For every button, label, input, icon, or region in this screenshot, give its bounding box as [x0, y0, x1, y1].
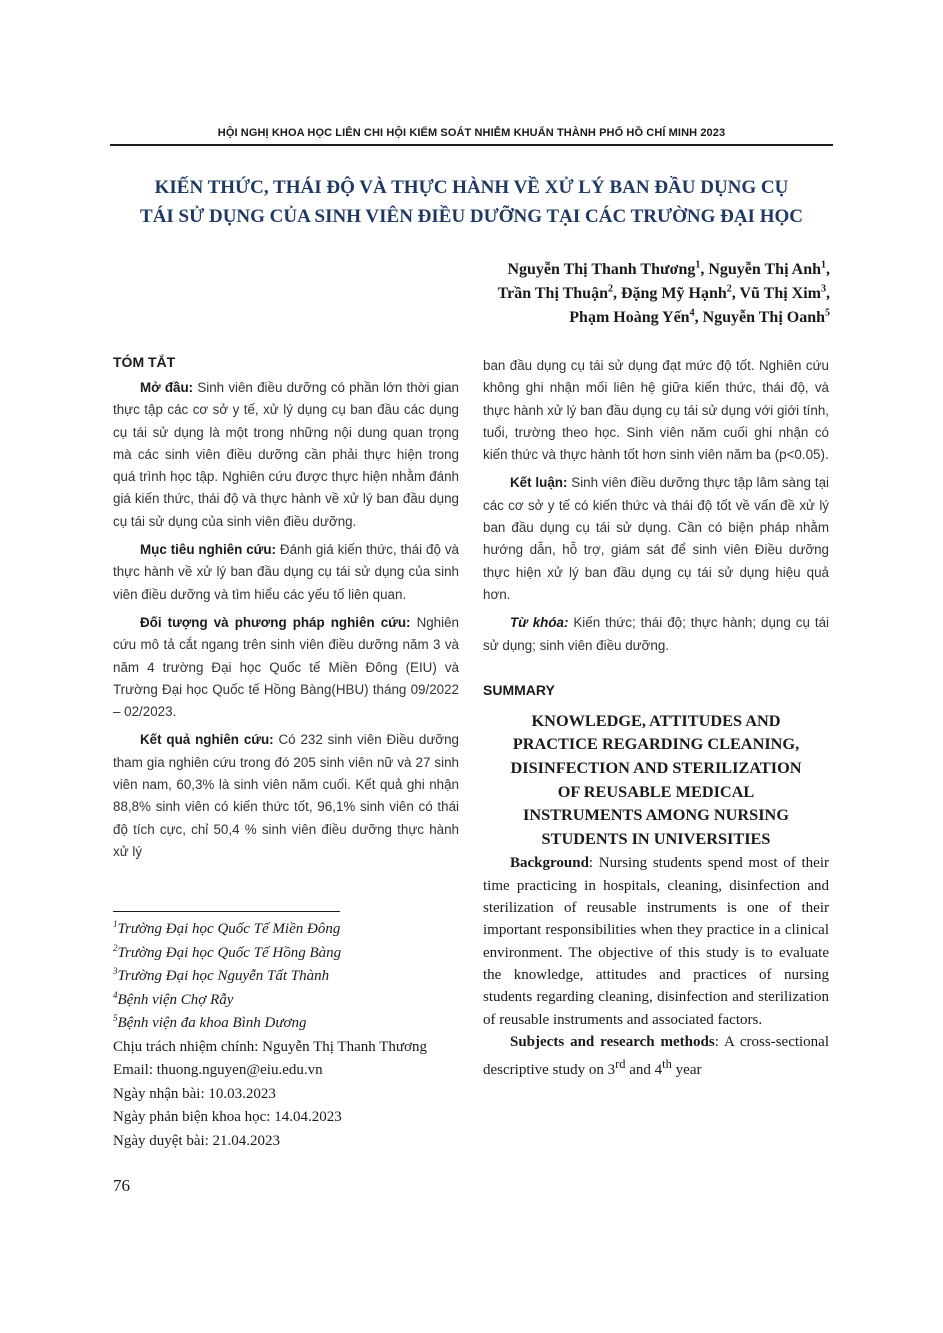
affiliation-number: 4 [113, 989, 118, 1000]
affiliation-text: Trường Đại học Quốc Tế Miền Đông [117, 921, 341, 937]
author-list [498, 258, 830, 330]
superscript: rd [615, 1057, 626, 1072]
en-methods-label: Subjects and research methods [510, 1033, 715, 1050]
affiliation-1 [113, 918, 473, 942]
english-title-line: PRACTICE REGARDING CLEANING, [512, 734, 800, 754]
en-methods-text: and 4 [625, 1062, 663, 1079]
keywords-label: Từ khóa: [510, 615, 569, 631]
english-title-line: DISINFECTION AND STERILIZATION [510, 758, 802, 778]
author-name: Vũ Thị Xim [739, 285, 821, 302]
email-line: Email: thuong.nguyen@eiu.edu.vn [113, 1062, 323, 1078]
affiliation-marker: 5 [825, 307, 830, 319]
author-line-1 [498, 258, 830, 282]
affiliation-number: 1 [113, 919, 118, 929]
affiliation-marker: 2 [726, 283, 732, 295]
background-text: : Nursing students spend most of their time practicing in hospitals, cleaning, disinfection and sterilization of reusable instruments is one of their important responsibilities when they practice in a clinical environment. The objective of this study is to evaluate the knowledge, attitudes and practices of nursing students regarding cleaning, disinfection and sterilization of reusable instruments and associated factors. [483, 855, 829, 1028]
author-separator: , [612, 285, 621, 302]
objective-text: Đánh giá kiến thức, thái độ và thực hành về xử lý ban đầu dụng cụ tái sử dụng của sinh viên điều dưỡng và tìm hiểu các yếu tố liên quan. [113, 542, 459, 602]
methods-paragraph [113, 612, 459, 723]
affiliation-marker: 3 [821, 283, 826, 295]
conclusion-label: Kết luận: [510, 475, 568, 491]
intro-label: Mở đầu: [140, 380, 194, 395]
en-methods-paragraph [483, 1031, 829, 1082]
affiliation-number: 2 [113, 942, 118, 953]
title-line-2: TÁI SỬ DỤNG CỦA SINH VIÊN ĐIỀU DƯỠNG TẠI CÁC TRƯỜNG ĐẠI HỌC [140, 206, 803, 227]
article-title [110, 173, 833, 231]
title-line-1: KIẾN THỨC, THÁI ĐỘ VÀ THỰC HÀNH VỀ XỬ LÝ BAN ĐẦU DỤNG CỤ [154, 177, 789, 198]
superscript: th [662, 1057, 672, 1072]
header-rule [110, 144, 833, 146]
background-label: Background [510, 855, 589, 872]
english-title [483, 709, 829, 851]
en-methods-text: year [671, 1062, 702, 1079]
left-column [113, 351, 459, 869]
author-separator: , [826, 261, 830, 278]
background-paragraph [483, 852, 829, 1030]
author-line-2 [498, 282, 830, 306]
english-title-line: KNOWLEDGE, ATTITUDES AND [531, 710, 781, 730]
page-number: 76 [113, 1176, 130, 1195]
affiliation-text: Trường Đại học Nguyễn Tất Thành [117, 968, 330, 984]
keywords-paragraph [483, 612, 829, 657]
affiliation-4 [113, 989, 473, 1013]
objective-paragraph [113, 539, 459, 606]
right-column [483, 355, 829, 1081]
author-separator: , [700, 261, 709, 278]
methods-text: Nghiên cứu mô tả cắt ngang trên sinh viên điều dưỡng năm 3 và năm 4 trường Đại học Quốc tế Miền Đông (EIU) và Trường Đại học Quốc tế Hồng Bàng(HBU) tháng 09/2022 – 02/2023. [113, 614, 460, 720]
intro-paragraph [113, 377, 459, 533]
affiliation-5 [113, 1012, 473, 1036]
affiliation-text: Bệnh viện Chợ Rẫy [117, 991, 234, 1008]
author-name: Nguyễn Thị Anh [708, 261, 821, 278]
footnote-separator [113, 911, 340, 912]
abstract-vi-body [113, 377, 459, 863]
author-name: Trần Thị Thuận [497, 285, 608, 302]
affiliation-text: Bệnh viện đa khoa Bình Dương [117, 1015, 307, 1031]
affiliation-marker: 1 [821, 259, 826, 271]
affiliation-marker: 1 [695, 259, 701, 271]
abstract-heading: TÓM TẮT [113, 354, 176, 370]
author-name: Nguyễn Thị Thanh Thương [507, 261, 696, 278]
author-separator: , [731, 285, 740, 302]
english-title-line: STUDENTS IN UNIVERSITIES [541, 828, 771, 848]
footnotes [113, 918, 473, 1153]
affiliation-number: 5 [113, 1013, 118, 1023]
corresponding-author: Chịu trách nhiệm chính: Nguyễn Thị Thanh Thương [113, 1038, 427, 1055]
author-line-3 [498, 306, 830, 330]
keywords-text: Kiến thức; thái độ; thực hành; dụng cụ tái sử dụng; sinh viên điều dưỡng. [483, 615, 830, 653]
affiliation-marker: 4 [689, 307, 695, 319]
author-separator: , [694, 309, 703, 326]
summary-heading: SUMMARY [483, 681, 555, 698]
english-title-line: INSTRUMENTS AMONG NURSING [523, 805, 789, 825]
author-name: Nguyễn Thị Oanh [702, 309, 825, 326]
author-separator: , [826, 285, 830, 302]
results-continued: ban đầu dụng cụ tái sử dụng đạt mức độ tốt. Nghiên cứu không ghi nhận mối liên hệ giữa kiến thức, thái độ, và thực hành xử lý ban đầu dụng cụ tái sử dụng với giới tính, tuổi, trường theo học. Sinh viên năm cuối ghi nhận có kiến thức và thực hành tốt hơn sinh viên năm ba (p<0.05). [483, 358, 829, 463]
summary-en-body [483, 852, 829, 1081]
affiliation-marker: 2 [607, 283, 613, 295]
accepted-date: Ngày duyệt bài: 21.04.2023 [113, 1132, 281, 1149]
conclusion-text: Sinh viên điều dưỡng thực tập lâm sàng tại các cơ sở y tế có kiến thức và thái độ tốt về vấn đề xử lý ban đầu dụng cụ tái sử dụng. Cần có biện pháp nhằm hướng dẫn, hỗ trợ, giám sát để sinh viên Điều dưỡng thực hiện xử lý ban đầu dụng cụ tái sử dụng hiệu quả hơn. [483, 475, 829, 602]
objective-label: Mục tiêu nghiên cứu: [140, 542, 276, 558]
en-methods-text: : A cross-sectional descriptive study on 3 [483, 1033, 830, 1079]
affiliation-text: Trường Đại học Quốc Tế Hồng Bàng [117, 944, 342, 961]
intro-text: Sinh viên điều dưỡng có phần lớn thời gian thực tập các cơ sở y tế, xử lý dụng cụ ban đầu các dụng cụ tái sử dụng là một trong những nội dung quan trọng mà các sinh viên điều dưỡng cần phải thực hiện trong quá trình học tập. Nghiên cứu được thực hiện nhằm đánh giá kiến thức, thái độ và thực hành về xử lý ban đầu dụng cụ tái sử dụng của sinh viên điều dưỡng. [113, 380, 459, 529]
affiliation-2 [113, 942, 473, 966]
abstract-vi-continued [483, 355, 829, 657]
affiliation-3 [113, 965, 473, 989]
author-name: Đặng Mỹ Hạnh [620, 285, 727, 302]
conclusion-paragraph [483, 472, 829, 606]
running-header: HỘI NGHỊ KHOA HỌC LIÊN CHI HỘI KIỂM SOÁT NHIỄM KHUẨN THÀNH PHỐ HỒ CHÍ MINH 2023 [217, 127, 726, 139]
results-text: Có 232 sinh viên Điều dưỡng tham gia nghiên cứu trong đó 205 sinh viên nữ và 27 sinh viên nam, 60,3% là sinh viên năm cuối. Kết quả ghi nhận 88,8% sinh viên có kiến thức tốt, 96,1% sinh viên có thái độ tích cực, chỉ 50,4 % sinh viên điều dưỡng thực hành xử lý [113, 732, 459, 859]
english-title-line: OF REUSABLE MEDICAL [557, 781, 755, 801]
methods-label: Đối tượng và phương pháp nghiên cứu: [140, 614, 411, 630]
author-name: Phạm Hoàng Yến [569, 309, 690, 326]
review-date: Ngày phản biện khoa học: 14.04.2023 [113, 1109, 342, 1125]
received-date: Ngày nhận bài: 10.03.2023 [113, 1085, 276, 1102]
results-paragraph [113, 729, 459, 863]
affiliation-number: 3 [113, 966, 118, 976]
results-label: Kết quả nghiên cứu: [140, 732, 274, 748]
